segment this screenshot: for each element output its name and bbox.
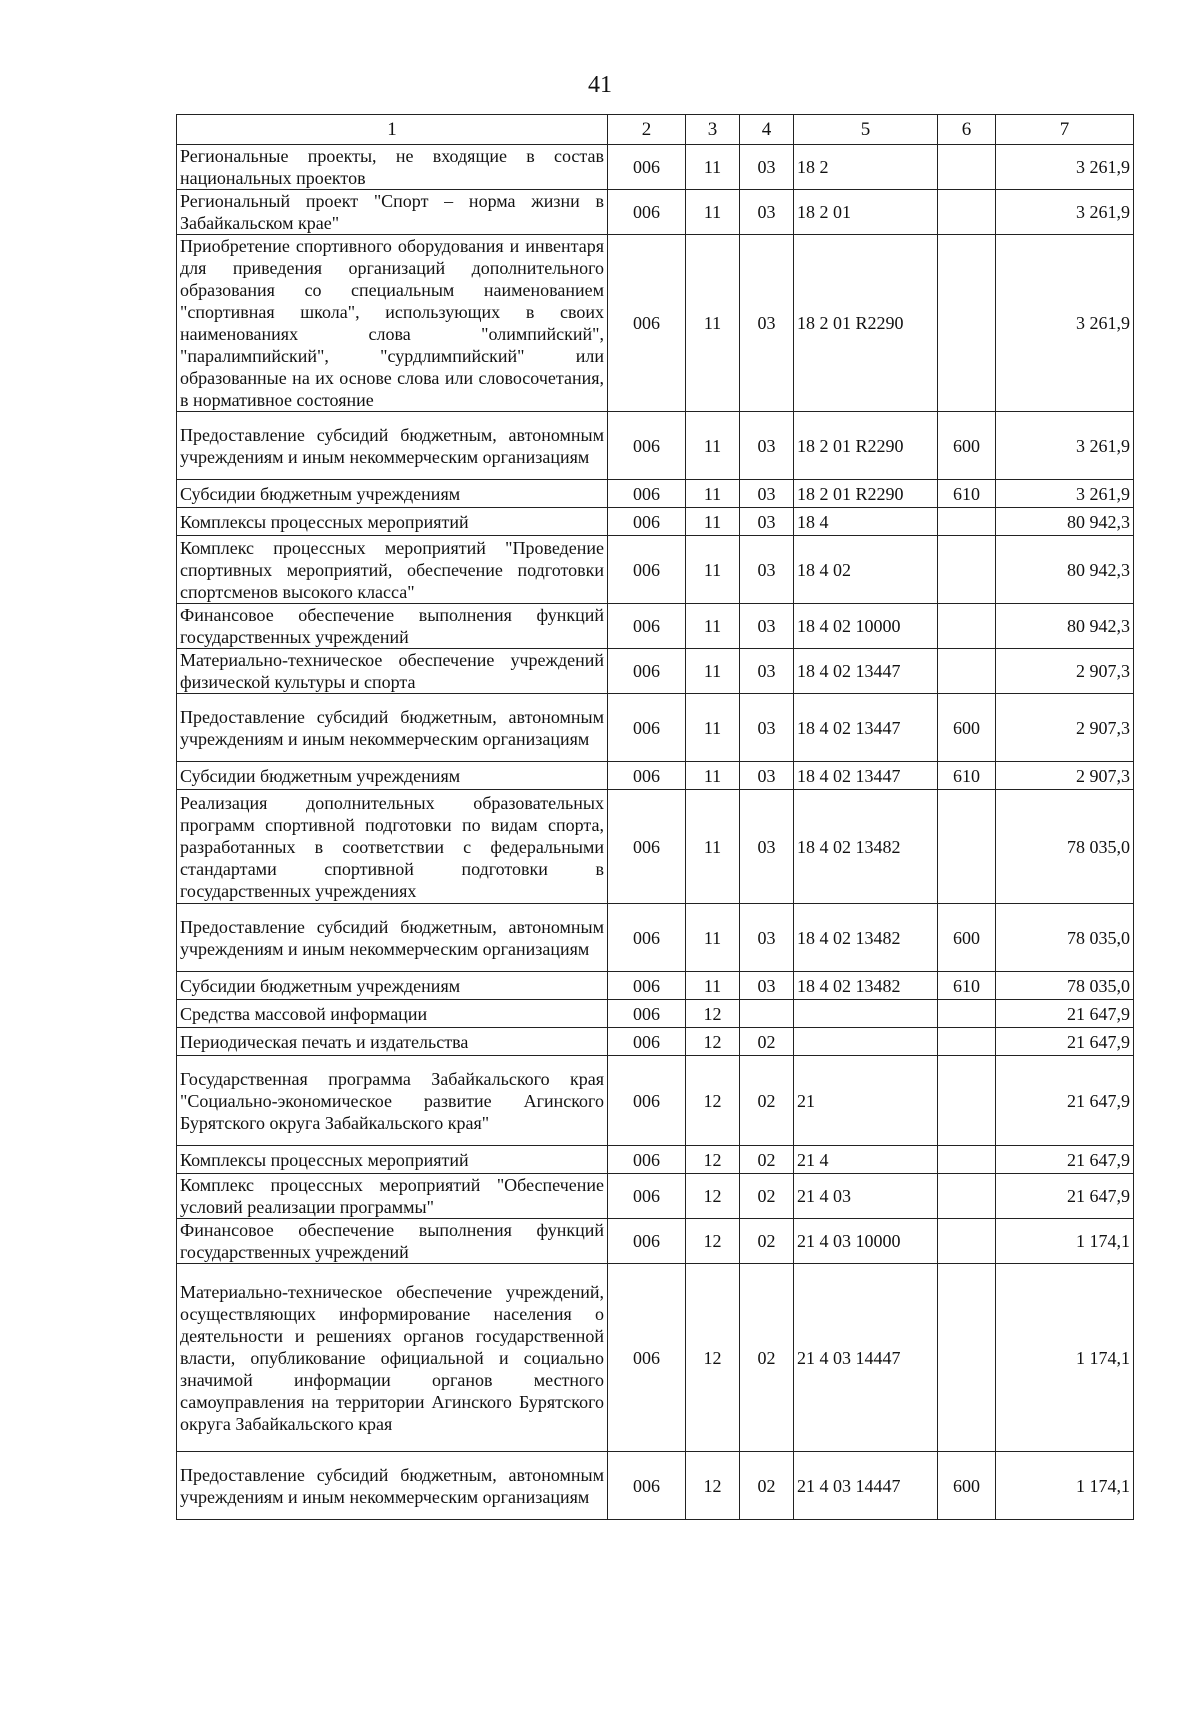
row-col2: 006 (608, 972, 686, 1000)
row-name: Региональные проекты, не входящие в состав национальных проектов (177, 145, 608, 190)
row-col2: 006 (608, 145, 686, 190)
row-name: Средства массовой информации (177, 1000, 608, 1028)
row-col7: 78 035,0 (996, 972, 1134, 1000)
row-col4: 03 (740, 508, 794, 536)
row-col2: 006 (608, 1056, 686, 1146)
row-col3: 11 (686, 904, 740, 972)
row-col7: 3 261,9 (996, 235, 1134, 412)
row-col6: 610 (938, 972, 996, 1000)
row-col4: 03 (740, 145, 794, 190)
row-col5: 21 4 03 (794, 1174, 938, 1219)
row-col4: 03 (740, 235, 794, 412)
row-col2: 006 (608, 536, 686, 604)
row-col5: 18 4 02 10000 (794, 604, 938, 649)
row-col2: 006 (608, 649, 686, 694)
row-col6 (938, 1219, 996, 1264)
row-name: Предоставление субсидий бюджетным, автономным учреждениям и иным некоммерческим организациям (177, 694, 608, 762)
table-row (177, 1452, 1134, 1520)
row-col5: 21 (794, 1056, 938, 1146)
row-col4: 02 (740, 1028, 794, 1056)
table-row (177, 649, 1134, 694)
row-col4: 03 (740, 762, 794, 790)
row-col3: 11 (686, 604, 740, 649)
row-col7: 2 907,3 (996, 649, 1134, 694)
row-name: Периодическая печать и издательства (177, 1028, 608, 1056)
row-col2: 006 (608, 1452, 686, 1520)
row-col4: 03 (740, 536, 794, 604)
row-col7: 78 035,0 (996, 904, 1134, 972)
row-col6 (938, 190, 996, 235)
table-row (177, 762, 1134, 790)
header-col-7: 7 (996, 115, 1134, 145)
row-col5: 18 2 01 R2290 (794, 412, 938, 480)
row-col7: 2 907,3 (996, 694, 1134, 762)
row-col5: 18 4 02 13447 (794, 694, 938, 762)
table-row (177, 508, 1134, 536)
row-col6 (938, 790, 996, 904)
header-row (177, 115, 1134, 145)
row-col3: 11 (686, 790, 740, 904)
row-col5: 21 4 03 14447 (794, 1452, 938, 1520)
row-col2: 006 (608, 604, 686, 649)
row-col3: 11 (686, 190, 740, 235)
row-col5 (794, 1000, 938, 1028)
table-row (177, 904, 1134, 972)
table-row (177, 145, 1134, 190)
table-header (177, 115, 1134, 145)
row-name: Предоставление субсидий бюджетным, автономным учреждениям и иным некоммерческим организациям (177, 412, 608, 480)
row-col6 (938, 235, 996, 412)
row-col3: 12 (686, 1264, 740, 1452)
row-col6 (938, 145, 996, 190)
row-name: Комплексы процессных мероприятий (177, 508, 608, 536)
table-row (177, 412, 1134, 480)
row-name: Финансовое обеспечение выполнения функций государственных учреждений (177, 604, 608, 649)
row-col3: 12 (686, 1000, 740, 1028)
row-col5: 18 4 02 (794, 536, 938, 604)
row-col6: 600 (938, 412, 996, 480)
row-col2: 006 (608, 694, 686, 762)
table-row (177, 1028, 1134, 1056)
row-col5: 21 4 (794, 1146, 938, 1174)
row-col7: 80 942,3 (996, 536, 1134, 604)
row-col3: 12 (686, 1219, 740, 1264)
row-col4: 03 (740, 694, 794, 762)
row-col5 (794, 1028, 938, 1056)
row-col2: 006 (608, 1174, 686, 1219)
row-col5: 21 4 03 14447 (794, 1264, 938, 1452)
table-body (177, 145, 1134, 1520)
row-name: Субсидии бюджетным учреждениям (177, 480, 608, 508)
table-row (177, 1146, 1134, 1174)
row-col7: 1 174,1 (996, 1452, 1134, 1520)
row-name: Государственная программа Забайкальского края "Социально-экономическое развитие Агинского Бурятского округа Забайкальского края" (177, 1056, 608, 1146)
row-col3: 11 (686, 694, 740, 762)
row-name: Материально-техническое обеспечение учреждений, осуществляющих информирование населения о деятельности и решениях органов государственной власти, опубликование официальной и социально значимой информации органов местного самоуправления на территории Агинского Бурятского округа Забайкальского края (177, 1264, 608, 1452)
row-col6 (938, 604, 996, 649)
row-col6 (938, 536, 996, 604)
table-row (177, 1219, 1134, 1264)
row-col6 (938, 1000, 996, 1028)
row-col6: 610 (938, 762, 996, 790)
row-col7: 3 261,9 (996, 412, 1134, 480)
header-col-6: 6 (938, 115, 996, 145)
row-col7: 3 261,9 (996, 480, 1134, 508)
row-col4: 03 (740, 412, 794, 480)
header-col-1: 1 (177, 115, 608, 145)
row-name: Субсидии бюджетным учреждениям (177, 972, 608, 1000)
header-col-2: 2 (608, 115, 686, 145)
table-row (177, 1056, 1134, 1146)
row-col5: 18 4 02 13482 (794, 790, 938, 904)
row-col7: 78 035,0 (996, 790, 1134, 904)
row-col4: 03 (740, 972, 794, 1000)
row-name: Комплекс процессных мероприятий "Проведение спортивных мероприятий, обеспечение подготовки спортсменов высокого класса" (177, 536, 608, 604)
header-col-4: 4 (740, 115, 794, 145)
row-name: Финансовое обеспечение выполнения функций государственных учреждений (177, 1219, 608, 1264)
row-col5: 18 2 01 R2290 (794, 480, 938, 508)
budget-table (176, 114, 1134, 1520)
row-col4: 02 (740, 1174, 794, 1219)
table-row (177, 480, 1134, 508)
row-col5: 18 2 01 (794, 190, 938, 235)
row-col3: 11 (686, 508, 740, 536)
row-col5: 18 4 (794, 508, 938, 536)
row-col7: 21 647,9 (996, 1146, 1134, 1174)
row-col3: 11 (686, 972, 740, 1000)
row-col5: 21 4 03 10000 (794, 1219, 938, 1264)
row-col3: 12 (686, 1028, 740, 1056)
table-row (177, 1174, 1134, 1219)
row-col7: 21 647,9 (996, 1056, 1134, 1146)
row-col3: 12 (686, 1056, 740, 1146)
row-col4: 03 (740, 604, 794, 649)
header-col-3: 3 (686, 115, 740, 145)
row-col7: 1 174,1 (996, 1219, 1134, 1264)
row-name: Материально-техническое обеспечение учреждений физической культуры и спорта (177, 649, 608, 694)
row-col7: 1 174,1 (996, 1264, 1134, 1452)
row-col7: 21 647,9 (996, 1028, 1134, 1056)
row-col2: 006 (608, 412, 686, 480)
row-col6 (938, 649, 996, 694)
row-col6: 610 (938, 480, 996, 508)
row-col4: 03 (740, 190, 794, 235)
row-col3: 11 (686, 762, 740, 790)
row-col4: 02 (740, 1219, 794, 1264)
row-col5: 18 4 02 13447 (794, 762, 938, 790)
row-col6: 600 (938, 1452, 996, 1520)
row-col6: 600 (938, 694, 996, 762)
row-col6: 600 (938, 904, 996, 972)
row-col4: 03 (740, 480, 794, 508)
row-col4: 02 (740, 1264, 794, 1452)
row-col5: 18 2 (794, 145, 938, 190)
row-col4: 03 (740, 790, 794, 904)
row-col2: 006 (608, 1264, 686, 1452)
row-name: Реализация дополнительных образовательных программ спортивной подготовки по видам спорта, разработанных в соответствии с федеральными стандартами спортивной подготовки в государственных учреждениях (177, 790, 608, 904)
row-col4: 02 (740, 1146, 794, 1174)
row-col2: 006 (608, 1146, 686, 1174)
row-col5: 18 4 02 13482 (794, 904, 938, 972)
row-col3: 12 (686, 1174, 740, 1219)
table-row (177, 790, 1134, 904)
row-col6 (938, 1264, 996, 1452)
table-row (177, 536, 1134, 604)
row-col4: 03 (740, 904, 794, 972)
row-col2: 006 (608, 235, 686, 412)
row-col2: 006 (608, 904, 686, 972)
header-col-5: 5 (794, 115, 938, 145)
table-row (177, 972, 1134, 1000)
table-row (177, 190, 1134, 235)
table-row (177, 694, 1134, 762)
row-col2: 006 (608, 762, 686, 790)
row-name: Субсидии бюджетным учреждениям (177, 762, 608, 790)
row-col2: 006 (608, 508, 686, 536)
row-col7: 80 942,3 (996, 508, 1134, 536)
row-col3: 11 (686, 649, 740, 694)
row-col5: 18 4 02 13482 (794, 972, 938, 1000)
row-col7: 80 942,3 (996, 604, 1134, 649)
row-col4: 02 (740, 1056, 794, 1146)
table-row (177, 1000, 1134, 1028)
row-col3: 11 (686, 145, 740, 190)
row-col2: 006 (608, 790, 686, 904)
row-col2: 006 (608, 1000, 686, 1028)
table-row (177, 235, 1134, 412)
row-col3: 11 (686, 480, 740, 508)
row-col3: 11 (686, 536, 740, 604)
row-col6 (938, 508, 996, 536)
row-col7: 3 261,9 (996, 145, 1134, 190)
row-col5: 18 4 02 13447 (794, 649, 938, 694)
row-col6 (938, 1174, 996, 1219)
table-row (177, 1264, 1134, 1452)
row-col7: 21 647,9 (996, 1000, 1134, 1028)
row-col3: 12 (686, 1452, 740, 1520)
row-col6 (938, 1028, 996, 1056)
row-col5: 18 2 01 R2290 (794, 235, 938, 412)
row-name: Приобретение спортивного оборудования и инвентаря для приведения организаций дополнительного образования со специальным наименованием "спортивная школа", использующих в своих наименованиях слова "олимпийский", "паралимпийский", "сурдлимпийский" или образованные на их основе слова или словосочетания, в нормативное состояние (177, 235, 608, 412)
page-number: 41 (588, 72, 612, 98)
row-col7: 21 647,9 (996, 1174, 1134, 1219)
row-name: Предоставление субсидий бюджетным, автономным учреждениям и иным некоммерческим организациям (177, 904, 608, 972)
row-col2: 006 (608, 190, 686, 235)
row-col3: 12 (686, 1146, 740, 1174)
row-col4: 03 (740, 649, 794, 694)
row-col4: 02 (740, 1452, 794, 1520)
row-col6 (938, 1146, 996, 1174)
row-col2: 006 (608, 480, 686, 508)
table-row (177, 604, 1134, 649)
row-col6 (938, 1056, 996, 1146)
row-col7: 2 907,3 (996, 762, 1134, 790)
row-name: Комплексы процессных мероприятий (177, 1146, 608, 1174)
row-col2: 006 (608, 1219, 686, 1264)
row-col3: 11 (686, 235, 740, 412)
row-name: Региональный проект "Спорт – норма жизни в Забайкальском крае" (177, 190, 608, 235)
row-col7: 3 261,9 (996, 190, 1134, 235)
row-col3: 11 (686, 412, 740, 480)
row-col2: 006 (608, 1028, 686, 1056)
row-name: Предоставление субсидий бюджетным, автономным учреждениям и иным некоммерческим организациям (177, 1452, 608, 1520)
row-name: Комплекс процессных мероприятий "Обеспечение условий реализации программы" (177, 1174, 608, 1219)
row-col4 (740, 1000, 794, 1028)
